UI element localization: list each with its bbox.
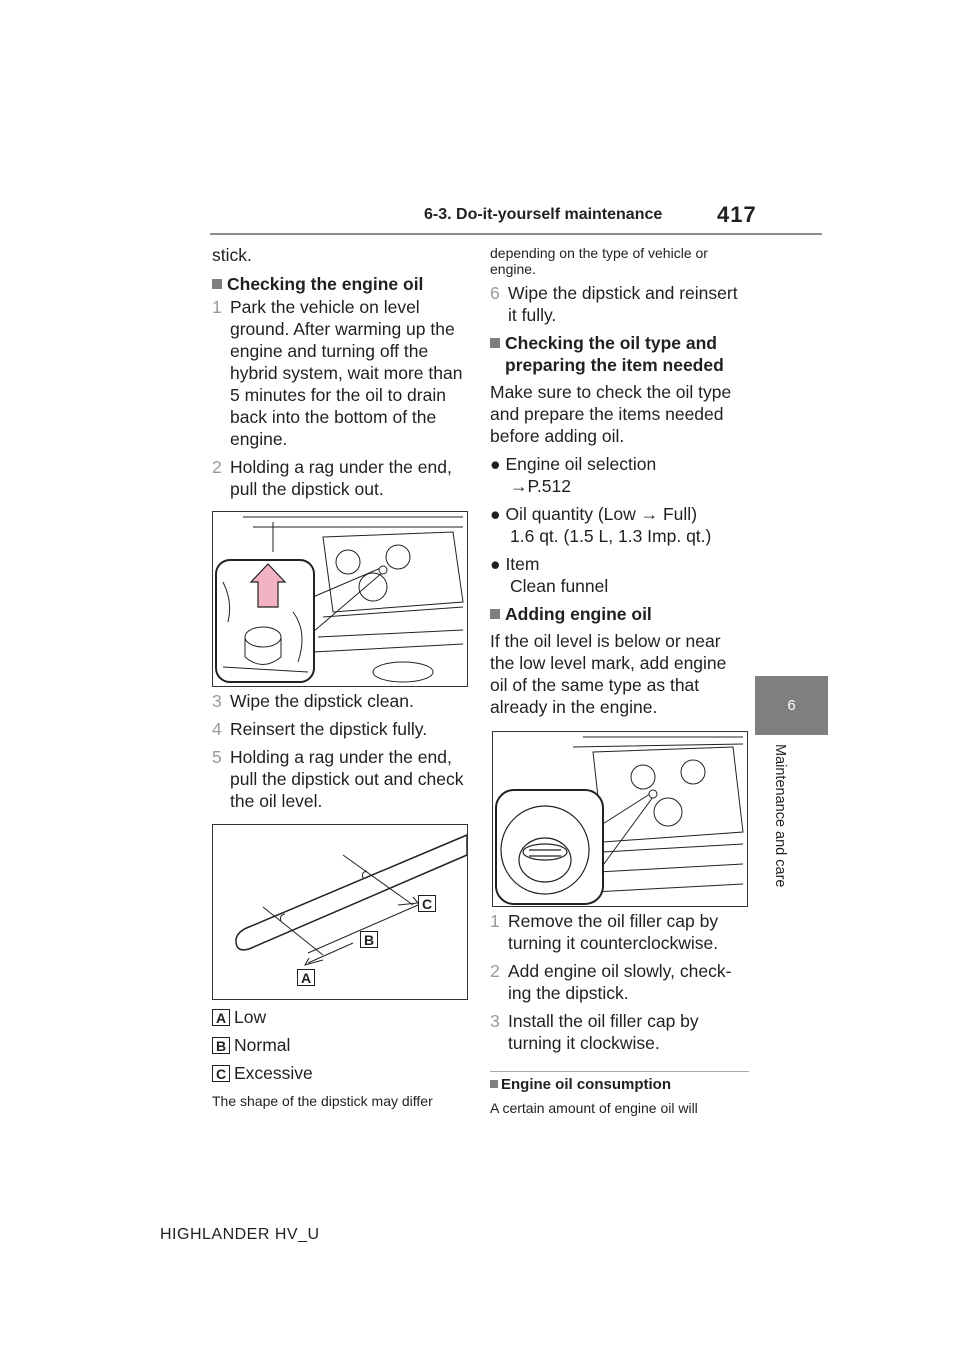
step-3: 3 Wipe the dipstick clean. — [212, 691, 414, 711]
page-reference-link: →P.512 — [510, 476, 571, 496]
heading-checking-oil: Checking the engine oil — [212, 273, 423, 295]
chapter-label: Maintenance and care — [772, 744, 788, 888]
chapter-tab: 6 — [755, 676, 828, 735]
engine-dipstick-illustration — [212, 511, 468, 687]
bullet-icon: ● — [490, 554, 506, 574]
step-2: 2 Holding a rag under the end, pull the dipstick out. — [212, 457, 452, 499]
heading-marker-icon — [212, 279, 222, 289]
header-rule — [210, 233, 822, 235]
bullet-oil-quantity: ● Oil quantity (Low → Full) 1.6 qt. (1.5 L, 1.3 Imp. qt.) — [490, 504, 712, 546]
adding-oil-paragraph: If the oil level is below or near the low level mark, add engine oil of the same type as that already in the engine. — [490, 631, 727, 717]
model-footer: HIGHLANDER HV_U — [160, 1226, 320, 1243]
oil-type-paragraph: Make sure to check the oil type and prepare the items needed before adding oil. — [490, 382, 732, 446]
adding-step-1: 1 Remove the oil filler cap by turning it counterclockwise. — [490, 911, 719, 953]
step-1: 1 Park the vehicle on level ground. After warming up the engine and turning off the hybrid system, wait more than 5 minutes for the oil to drain back into the bottom of the engine. — [212, 297, 463, 449]
dipstick-label-a: A — [297, 969, 315, 986]
heading-marker-icon — [490, 338, 500, 348]
legend-low: A Low — [212, 1006, 266, 1028]
bullet-icon: ● — [490, 454, 506, 474]
heading-marker-icon — [490, 609, 500, 619]
section-title: 6-3. Do-it-yourself maintenance — [424, 206, 663, 223]
adding-step-2: 2 Add engine oil slowly, check-ing the dipstick. — [490, 961, 732, 1003]
oil-filler-cap-illustration — [492, 731, 748, 907]
heading-oil-type: Checking the oil type and preparing the item needed — [490, 332, 750, 376]
oil-consumption-text: A certain amount of engine oil will — [490, 1100, 698, 1116]
dipstick-note: The shape of the dipstick may differ — [212, 1093, 433, 1109]
step-6: 6 Wipe the dipstick and reinsert it fully. — [490, 283, 738, 325]
bullet-oil-selection: ● Engine oil selection →P.512 — [490, 453, 748, 497]
heading-marker-icon — [490, 1080, 498, 1088]
step-4: 4 Reinsert the dipstick fully. — [212, 719, 428, 739]
legend-normal: B Normal — [212, 1034, 290, 1056]
dipstick-label-b: B — [360, 931, 378, 948]
bullet-icon: ● — [490, 504, 506, 524]
heading-oil-consumption: Engine oil consumption — [490, 1076, 671, 1093]
section-divider — [490, 1071, 749, 1072]
bullet-item: ● Item Clean funnel — [490, 554, 609, 596]
continued-text: stick. — [212, 245, 252, 265]
adding-step-3: 3 Install the oil filler cap by turning it clockwise. — [490, 1011, 699, 1053]
page-number: 417 — [717, 202, 757, 227]
note-continued: depending on the type of vehicle or engine. — [490, 245, 708, 277]
step-5: 5 Holding a rag under the end, pull the dipstick out and check the oil level. — [212, 747, 464, 811]
dipstick-label-c: C — [418, 895, 436, 912]
heading-adding-oil: Adding engine oil — [490, 603, 652, 625]
legend-excessive: C Excessive — [212, 1062, 313, 1084]
